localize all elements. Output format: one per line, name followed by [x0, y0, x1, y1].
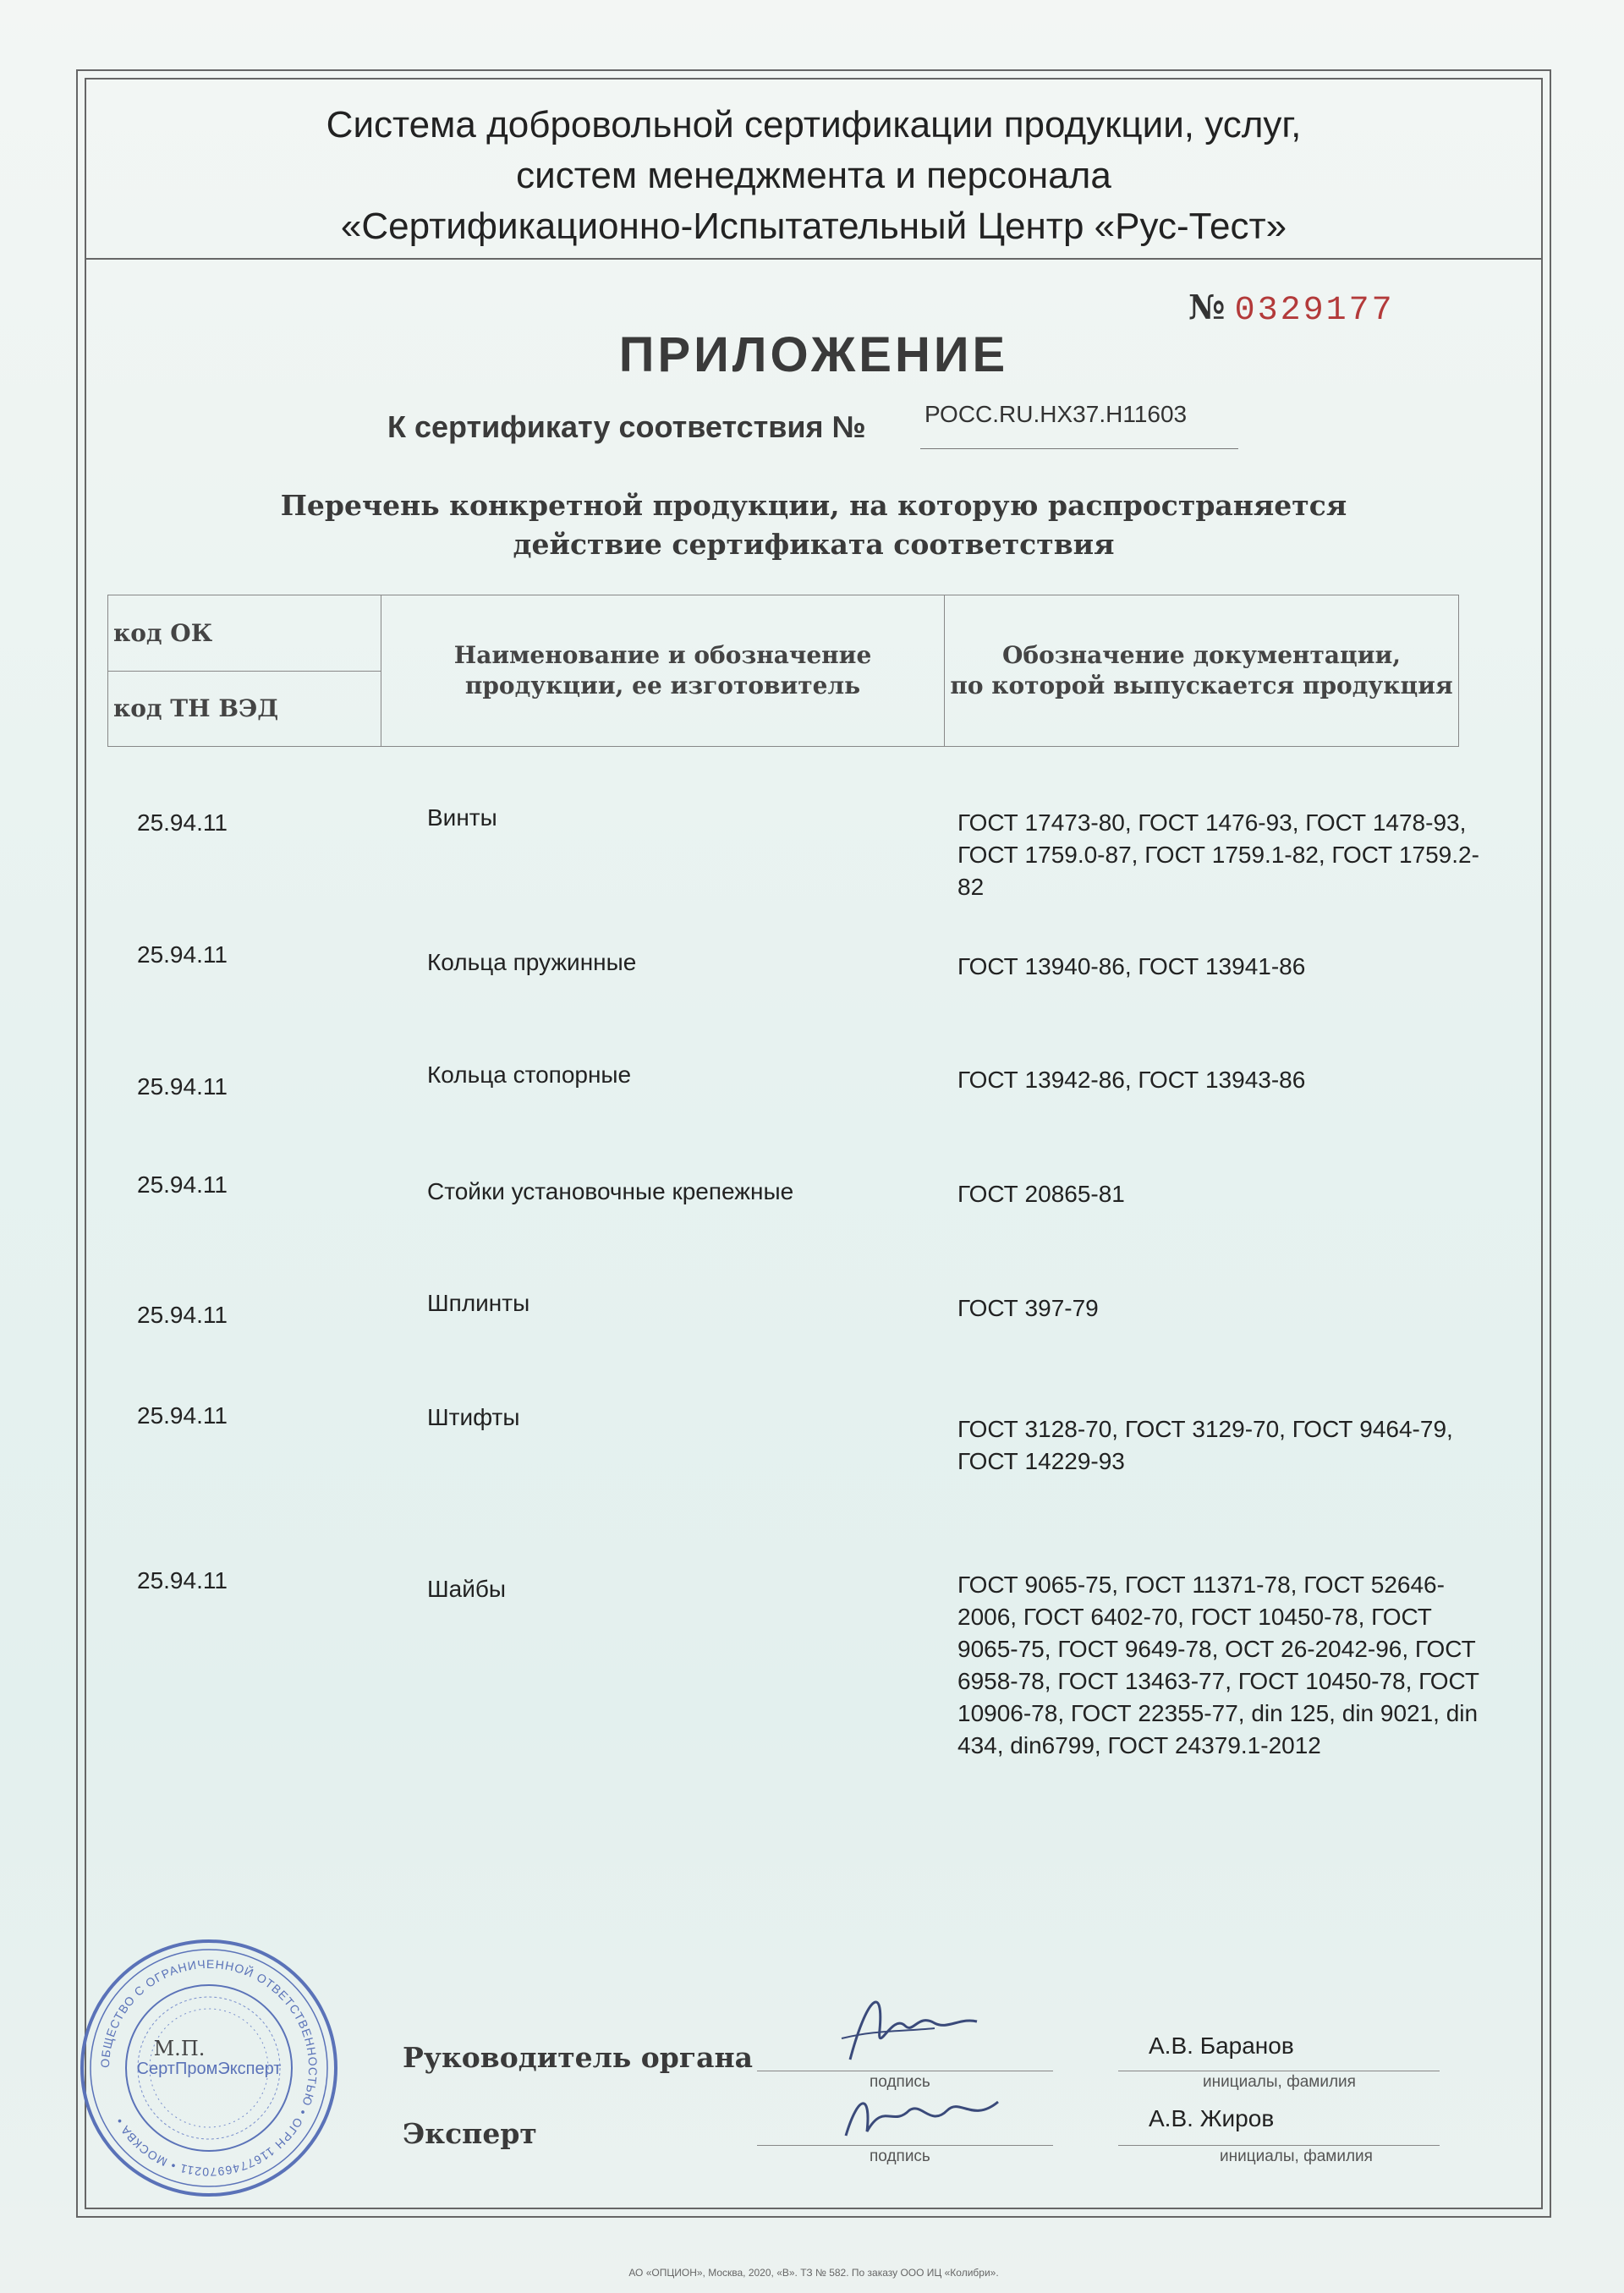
head-signature: [833, 1979, 994, 2072]
header-code-tnved: код ТН ВЭД: [108, 671, 381, 747]
certificate-subtitle: К сертификату соответствия №: [387, 409, 866, 444]
row-7-code: 25.94.11: [137, 1567, 228, 1594]
row-3-doc: ГОСТ 13942-86, ГОСТ 13943-86: [957, 1067, 1306, 1093]
expert-name-caption: инициалы, фамилия: [1220, 2148, 1373, 2165]
row-2-doc: ГОСТ 13940-86, ГОСТ 13941-86: [957, 953, 1306, 979]
head-signature-caption: подпись: [870, 2073, 930, 2091]
row-3-code: 25.94.11: [137, 1073, 228, 1100]
row-4-doc: ГОСТ 20865-81: [957, 1181, 1125, 1207]
head-label: Руководитель органа: [403, 2041, 754, 2074]
serial-number: [1188, 288, 1395, 330]
row-7-doc: ГОСТ 9065-75, ГОСТ 11371-78, ГОСТ 52646-2006, ГОСТ 6402-70, ГОСТ 10450-78, ГОСТ 9065-75, ГОСТ 9649-78, ОСТ 26-2042-96, ГОСТ 6958-78, ГОСТ 13463-77, ГОСТ 10450-78, ГОСТ 10906-78, ГОСТ 22355-77, din 125, din 9021, din 434, din6799, ГОСТ 24379.1-2012: [957, 1572, 1479, 1758]
expert-signature: [833, 2076, 1011, 2148]
row-7-name: Шайбы: [427, 1576, 507, 1602]
row-2-name: Кольца пружинные: [427, 949, 637, 975]
seal-place-label: М.П.: [153, 2037, 206, 2060]
organization-stamp: [78, 1937, 340, 2199]
row-3-name: Кольца стопорные: [427, 1061, 632, 1088]
stamp-center-text: СертПромЭксперт: [136, 2060, 282, 2078]
row-5-doc: ГОСТ 397-79: [957, 1295, 1099, 1321]
header-documentation: [945, 595, 1459, 747]
products-table-header: [107, 595, 1459, 747]
header-product-name: [381, 595, 945, 747]
expert-name: А.В. Жиров: [1149, 2105, 1275, 2131]
page-title: ПРИЛОЖЕНИЕ: [618, 327, 1009, 382]
certificate-number: РОСС.RU.НХ37.Н11603: [924, 401, 1188, 427]
certificate-number-underline: [920, 448, 1238, 449]
system-header: [85, 100, 1543, 252]
row-1-name: Винты: [427, 804, 497, 831]
list-title-line-1: Перечень конкретной продукции, на которую распространяется: [280, 489, 1347, 522]
row-4-name: Стойки установочные крепежные: [427, 1178, 794, 1204]
head-name-caption: инициалы, фамилия: [1203, 2073, 1356, 2091]
row-4-code: 25.94.11: [137, 1171, 228, 1198]
serial-prefix: №: [1188, 288, 1226, 327]
expert-name-line: [1118, 2145, 1440, 2146]
serial-value: 0329177: [1234, 292, 1395, 330]
system-line-3: «Сертификационно-Испытательный Центр «Рус-Тест»: [340, 206, 1287, 247]
row-1-code: 25.94.11: [137, 809, 228, 836]
row-6-doc: ГОСТ 3128-70, ГОСТ 3129-70, ГОСТ 9464-79, ГОСТ 14229-93: [957, 1416, 1453, 1474]
row-1-doc: ГОСТ 17473-80, ГОСТ 1476-93, ГОСТ 1478-93, ГОСТ 1759.0-87, ГОСТ 1759.1-82, ГОСТ 1759.2-82: [957, 809, 1479, 900]
printer-footer: АО «ОПЦИОН», Москва, 2020, «В». ТЗ № 582. По заказу ООО ИЦ «Колибри».: [628, 2267, 999, 2279]
header-doc-line-1: Обозначение документации,: [1002, 641, 1401, 669]
header-name-line-2: продукции, ее изготовитель: [464, 672, 861, 699]
row-6-name: Штифты: [427, 1404, 520, 1430]
row-5-code: 25.94.11: [137, 1302, 228, 1328]
system-line-2: систем менеджмента и персонала: [516, 155, 1111, 196]
header-code-ok: код ОК: [108, 595, 381, 672]
header-divider: [85, 258, 1543, 260]
expert-signature-caption: подпись: [870, 2148, 930, 2165]
head-name: А.В. Баранов: [1149, 2032, 1294, 2059]
row-6-code: 25.94.11: [137, 1402, 228, 1429]
list-title: [85, 486, 1543, 564]
stamp-ring-text: ОБЩЕСТВО С ОГРАНИЧЕННОЙ ОТВЕТСТВЕННОСТЬЮ • ОГРН 1167746970211 • МОСКВА •: [97, 1956, 321, 2180]
row-5-name: Шплинты: [427, 1290, 530, 1316]
row-2-code: 25.94.11: [137, 941, 228, 968]
list-title-line-2: действие сертификата соответствия: [513, 528, 1115, 561]
header-doc-line-2: по которой выпускается продукция: [950, 672, 1453, 699]
inner-frame: [85, 78, 1543, 2209]
expert-label: Эксперт: [403, 2117, 537, 2150]
header-name-line-1: Наименование и обозначение: [453, 641, 872, 669]
system-line-1: Система добровольной сертификации продукции, услуг,: [326, 104, 1302, 145]
